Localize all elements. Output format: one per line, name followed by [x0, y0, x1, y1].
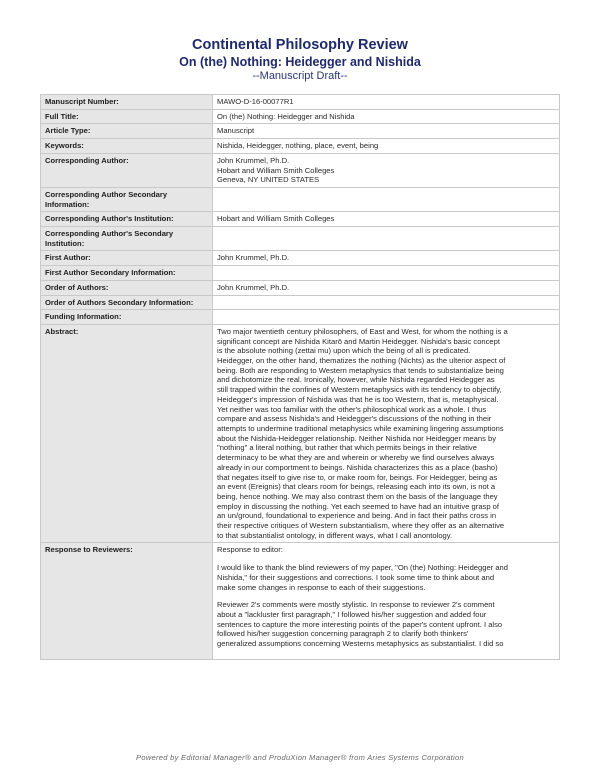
abstract-line: significant concept are Nishida Kitarō and Martin Heidegger. Nishida's basic concept — [217, 336, 500, 346]
abstract-line: already in our comportment to beings. Nishida characterizes this as a place (basho) — [217, 462, 498, 472]
abstract-line: still trapped within the confines of Western metaphysics with its tendency to objectify, — [217, 385, 502, 395]
field-label: Full Title: — [41, 109, 213, 124]
journal-title: Continental Philosophy Review — [192, 37, 408, 53]
response-paragraph — [217, 563, 555, 592]
info-row — [41, 280, 560, 295]
field-value: Hobart and William Smith Colleges — [213, 212, 560, 227]
abstract-row — [41, 324, 560, 542]
response-line: sentences to capture the more interesting points of the paper's content upfront. I also — [217, 619, 503, 629]
field-label: Funding Information: — [41, 310, 213, 325]
response-label: Response to Reviewers: — [41, 543, 213, 659]
field-value: Nishida, Heidegger, nothing, place, event, being — [213, 139, 560, 154]
abstract-line: and dichotomize the real. Ironically, however, while Nishida regarded Heidegger as — [217, 375, 495, 385]
abstract-line: attempts to undermine traditional metaphysics while examining lingering assumptions — [217, 423, 504, 433]
field-label: Order of Authors: — [41, 280, 213, 295]
footer-credit: Powered by Editorial Manager® and ProduXion Manager® from Aries Systems Corporation — [136, 753, 464, 762]
info-row — [41, 124, 560, 139]
field-value — [213, 295, 560, 310]
field-label: Keywords: — [41, 139, 213, 154]
draft-label: --Manuscript Draft-- — [252, 70, 348, 82]
field-value — [213, 227, 560, 251]
field-value: John Krummel, Ph.D. — [213, 251, 560, 266]
field-value — [213, 310, 560, 325]
field-value: MAWO-D-16-00077R1 — [213, 95, 560, 110]
abstract-line: to that substantialist ontology, in different ways, what I call anontology. — [217, 530, 453, 540]
field-label: Manuscript Number: — [41, 95, 213, 110]
abstract-line: being, hence nothing. We may also contrast them on the basis of the language they — [217, 491, 498, 501]
field-label: First Author: — [41, 251, 213, 266]
response-paragraph — [217, 600, 555, 649]
abstract-line: compare and assess Nishida's and Heidegger's discussions of the nothing in their — [217, 414, 492, 424]
field-label: Corresponding Author: — [41, 153, 213, 187]
info-row — [41, 310, 560, 325]
response-intro: Response to editor: — [217, 545, 283, 555]
abstract-line: determinacy to be what they are and wherein or whereby we find ourselves always — [217, 453, 495, 463]
abstract-line: Two major twentieth century philosophers, of East and West, for whom the nothing is a — [217, 326, 508, 336]
abstract-line: an un/ground, foundational to experience and being. And in fact their paths cross in — [217, 511, 497, 521]
abstract-line: about the Nishida-Heidegger relationship. Neither Nishida nor Heidegger means by — [217, 433, 497, 443]
abstract-line: an event (Ereignis) that clears room for beings, releasing each into its own, is not a — [217, 482, 496, 492]
response-line: Reviewer 2's comments were mostly stylistic. In response to reviewer 2's comment — [217, 600, 495, 610]
response-row — [41, 543, 560, 659]
abstract-label: Abstract: — [41, 324, 213, 542]
value-line: Hobart and William Smith Colleges — [217, 165, 335, 175]
info-row — [41, 187, 560, 211]
field-label: First Author Secondary Information: — [41, 266, 213, 281]
info-row — [41, 95, 560, 110]
response-line: generalized assumptions concerning Westerns metaphysics as substantialist. I did so — [217, 639, 504, 649]
abstract-line: Heidegger's impression of Nishida was that he is too Western, that is, metaphysical. — [217, 394, 499, 404]
field-label: Corresponding Author's Institution: — [41, 212, 213, 227]
field-label: Article Type: — [41, 124, 213, 139]
field-value — [213, 153, 560, 187]
info-row — [41, 227, 560, 251]
info-row — [41, 109, 560, 124]
abstract-line: "nothing" a literal nothing, but rather that which permits beings in their relative — [217, 443, 477, 453]
field-value: John Krummel, Ph.D. — [213, 280, 560, 295]
abstract-line: their respective critiques of Western substantialism, where they offer as an alternative — [217, 521, 505, 531]
abstract-line: being. Both are responding to Western metaphysics that tends to substantialize being — [217, 365, 504, 375]
response-line: I would like to thank the blind reviewers of my paper, "On (the) Nothing: Heidegger and — [217, 563, 508, 573]
document-header — [0, 36, 600, 83]
info-row — [41, 295, 560, 310]
abstract-line: is the absolute nothing (zettai mu) upon which the being of all is predicated. — [217, 346, 471, 356]
response-line: Nishida," for their suggestions and corrections. I took some time to think about and — [217, 572, 495, 582]
field-value: Manuscript — [213, 124, 560, 139]
manuscript-info-table — [40, 94, 560, 660]
abstract-line: Heidegger, on the other hand, thematizes the nothing (Nichts) as the ulterior aspect of — [217, 356, 506, 366]
field-label: Order of Authors Secondary Information: — [41, 295, 213, 310]
info-row — [41, 266, 560, 281]
manuscript-title: On (the) Nothing: Heidegger and Nishida — [179, 55, 421, 69]
info-row — [41, 212, 560, 227]
field-label: Corresponding Author's Secondary Institution: — [41, 227, 213, 251]
abstract-line: that negates itself to give rise to, or make room for, beings. For Heidegger, being as — [217, 472, 498, 482]
abstract-line: employ in discussing the nothing. Yet each seemed to have had an intuitive grasp of — [217, 501, 499, 511]
field-value: On (the) Nothing: Heidegger and Nishida — [213, 109, 560, 124]
response-line: followed his/her suggestion concerning paragraph 2 to clarify both thinkers' — [217, 629, 469, 639]
info-row — [41, 251, 560, 266]
manuscript-info-body — [41, 95, 560, 660]
value-line: Geneva, NY UNITED STATES — [217, 175, 320, 185]
value-line: John Krummel, Ph.D. — [217, 155, 290, 165]
response-line: about a "lackluster first paragraph," I followed his/her suggestion and added four — [217, 609, 487, 619]
field-value — [213, 187, 560, 211]
response-line: make some changes in response to each of their suggestions. — [217, 582, 426, 592]
abstract-line: Yet neither was too familiar with the other's philosophical work as a whole. I thus — [217, 404, 487, 414]
abstract-text — [213, 324, 560, 542]
field-value — [213, 266, 560, 281]
info-row — [41, 139, 560, 154]
response-text — [213, 543, 560, 659]
info-row — [41, 153, 560, 187]
field-label: Corresponding Author Secondary Information: — [41, 187, 213, 211]
